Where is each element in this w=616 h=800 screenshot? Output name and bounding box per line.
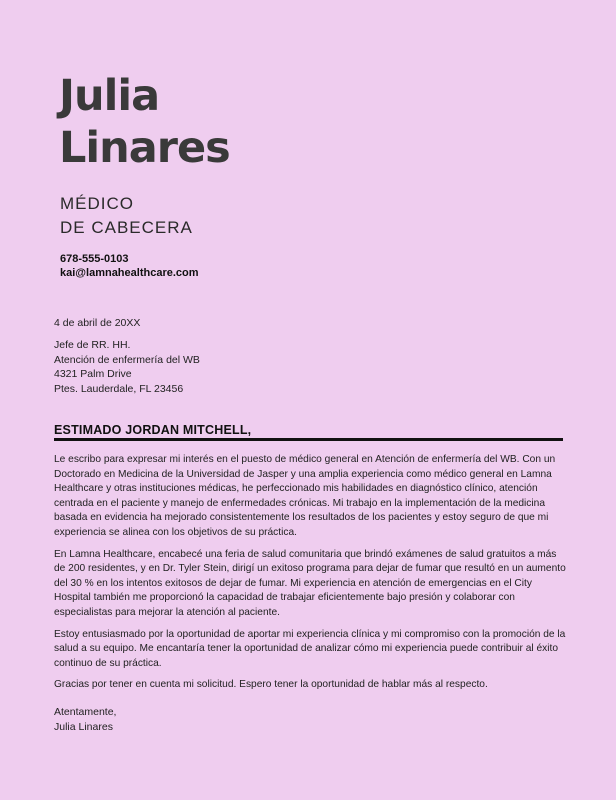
contact-info [60, 252, 199, 280]
body-paragraph: Estoy entusiasmado por la oportunidad de aportar mi experiencia clínica y mi compromiso con la promoción de la salud a su equipo. Me encantaría tener la oportunidad de analizar cómo mi experiencia puede contribuir al éxito continuo de su práctica. [54, 628, 566, 669]
applicant-name [59, 70, 230, 174]
salutation: ESTIMADO JORDAN MITCHELL, [54, 423, 252, 437]
job-title-line1: MÉDICO [60, 194, 134, 213]
email-address[interactable]: kai@lamnahealthcare.com [60, 267, 199, 279]
body-paragraph: Gracias por tener en cuenta mi solicitud. Espero tener la oportunidad de hablar más al respecto. [54, 679, 488, 691]
letter-body [54, 453, 566, 700]
phone-number: 678-555-0103 [60, 253, 129, 265]
recipient-line: Atención de enfermería del WB [54, 353, 200, 366]
letter-closing [54, 705, 116, 734]
recipient-line: 4321 Palm Drive [54, 368, 132, 380]
signature-name: Julia Linares [54, 720, 113, 733]
body-paragraph: Le escribo para expresar mi interés en el puesto de médico general en Atención de enfermería del WB. Con un Doctorado en Medicina de la Universidad de Jasper y una amplia experiencia como médico general en Lamna Healthcare y otras instituciones médicas, he perfeccionado mis habilidades en diagnóstico clínico, atención centrada en el paciente y manejo de enfermedades crónicas. Mi trabajo en la implementación de la medicina basada en evidencia ha mejorado consistentemente los resultados de los pacientes y estoy seguro de que mi experiencia se alinea con los objetivos de su práctica. [54, 454, 556, 538]
last-name: Linares [59, 123, 230, 173]
closing-phrase: Atentamente, [54, 706, 117, 718]
greeting-divider [54, 438, 563, 441]
job-title [60, 192, 193, 240]
first-name: Julia [59, 71, 160, 121]
recipient-address [54, 338, 200, 396]
job-title-line2: DE CABECERA [60, 218, 193, 237]
recipient-line: Ptes. Lauderdale, FL 23456 [54, 382, 184, 395]
body-paragraph: En Lamna Healthcare, encabecé una feria de salud comunitaria que brindó exámenes de salud gratuitos a más de 200 residentes, y en Dr. Tyler Stein, dirigí un exitoso programa para dejar de fumar que resultó en un aumento del 30 % en los intentos exitosos de dejar de fumar. Mi experiencia en atención de emergencias en el City Hospital también me proporcionó la capacidad de trabajar eficientemente bajo presión y colaborar con especialistas para mejorar la atención al paciente. [54, 548, 566, 618]
recipient-line: Jefe de RR. HH. [54, 339, 131, 351]
letter-date: 4 de abril de 20XX [54, 317, 141, 329]
